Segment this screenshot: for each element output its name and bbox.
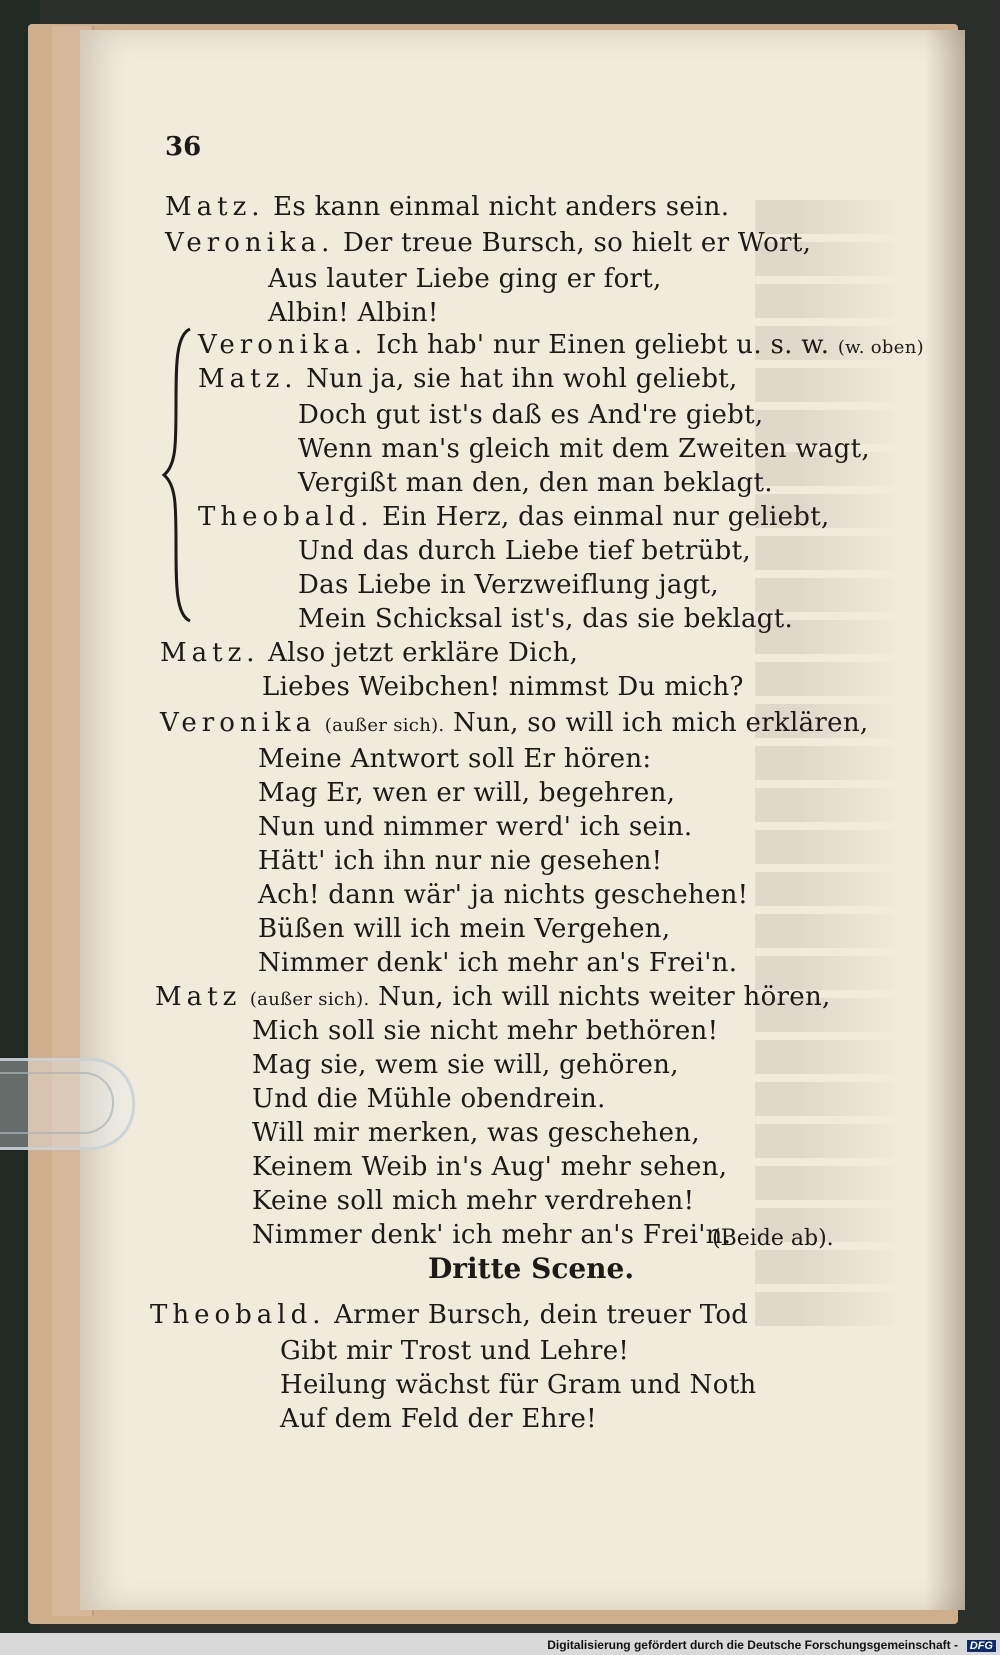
speaker-name: Matz. (160, 638, 260, 668)
verse-text: Und das durch Liebe tief betrübt, (298, 536, 751, 566)
verse-line (258, 778, 675, 808)
verse-text: Ach! dann wär' ja nichts geschehen! (258, 880, 749, 910)
verse-text: Albin! Albin! (268, 298, 439, 328)
verse-text: Also jetzt erkläre Dich, (268, 638, 579, 668)
verse-line (198, 502, 830, 532)
verse-line (258, 846, 662, 876)
speaker-name: Matz. (165, 192, 265, 222)
verse-text: Ein Herz, das einmal nur geliebt, (382, 502, 830, 532)
speaker-name: Veronika. (198, 330, 368, 360)
verse-text: Nun, ich will nichts weiter hören, (378, 982, 831, 1012)
verse-line (252, 1050, 679, 1080)
scene-title: Dritte Scene. (428, 1252, 635, 1285)
verse-text: Will mir merken, was geschehen, (252, 1118, 700, 1148)
verse-line (298, 570, 719, 600)
verse-text: Liebes Weibchen! nimmst Du mich? (262, 672, 744, 702)
verse-line (160, 708, 868, 738)
verse-line (298, 434, 870, 464)
verse-text: Es kann einmal nicht anders sein. (273, 192, 730, 222)
verse-text: Nimmer denk' ich mehr an's Frei'n. (252, 1220, 732, 1250)
verse-text: Büßen will ich mein Vergehen, (258, 914, 671, 944)
verse-line (280, 1404, 597, 1434)
verse-line (160, 638, 578, 668)
stage-note: (außer sich). (249, 989, 370, 1010)
verse-text: Nun ja, sie hat ihn wohl geliebt, (306, 364, 738, 394)
verse-text: Das Liebe in Verzweiflung jagt, (298, 570, 719, 600)
verse-line (258, 948, 737, 978)
verse-line (280, 1336, 629, 1366)
verse-line (298, 468, 773, 498)
dfg-logo: DFG (967, 1640, 996, 1652)
page-clip-inner (0, 1072, 114, 1134)
verse-text: Mag Er, wen er will, begehren, (258, 778, 676, 808)
verse-line (262, 672, 744, 702)
verse-text: Doch gut ist's daß es And're giebt, (298, 400, 764, 430)
footer-credit: Digitalisierung gefördert durch die Deutsche Forschungsgemeinschaft - (547, 1638, 958, 1652)
stage-direction: (Beide ab). (712, 1226, 834, 1251)
verse-text: Armer Bursch, dein treuer Tod (334, 1300, 749, 1330)
verse-text: Auf dem Feld der Ehre! (280, 1404, 597, 1434)
verse-line (198, 364, 738, 394)
footer-bar (0, 1633, 1000, 1655)
verse-line (268, 264, 662, 294)
verse-text: Keine soll mich mehr verdrehen! (252, 1186, 695, 1216)
verse-text: Ich hab' nur Einen geliebt u. s. w. (376, 330, 830, 360)
speaker-name: Matz. (198, 364, 298, 394)
verse-line (258, 914, 670, 944)
verse-line (252, 1152, 727, 1182)
speaker-name: Veronika (160, 708, 317, 738)
verse-line (280, 1370, 756, 1400)
speaker-name: Theobald. (150, 1300, 326, 1330)
verse-text: Der treue Bursch, so hielt er Wort, (343, 228, 812, 258)
verse-line (252, 1016, 718, 1046)
verse-line (298, 604, 793, 634)
verse-text: Mein Schicksal ist's, das sie beklagt. (298, 604, 794, 634)
verse-text: Vergißt man den, den man beklagt. (298, 468, 773, 498)
speaker-name: Veronika. (165, 228, 335, 258)
verse-line (155, 982, 831, 1012)
verse-text: Heilung wächst für Gram und Noth (280, 1370, 757, 1400)
verse-text: Gibt mir Trost und Lehre! (280, 1336, 630, 1366)
verse-text: Wenn man's gleich mit dem Zweiten wagt, (298, 434, 870, 464)
speaker-name: Theobald. (198, 502, 374, 532)
speaker-name: Matz (155, 982, 242, 1012)
verse-line (258, 880, 748, 910)
show-through-text (755, 200, 905, 1370)
verse-text: Meine Antwort soll Er hören: (258, 744, 652, 774)
verse-line (150, 1300, 748, 1330)
verse-text: Mag sie, wem sie will, gehören, (252, 1050, 679, 1080)
verse-line (268, 298, 439, 328)
verse-line (252, 1220, 731, 1250)
verse-line (198, 330, 924, 360)
verse-text: Nun und nimmer werd' ich sein. (258, 812, 693, 842)
stage-note: (w. oben) (837, 337, 924, 358)
verse-text: Keinem Weib in's Aug' mehr sehen, (252, 1152, 728, 1182)
verse-line (258, 812, 692, 842)
verse-line (298, 536, 751, 566)
verse-line (252, 1186, 694, 1216)
page-gutter-shadow (925, 30, 965, 1610)
verse-line (252, 1084, 606, 1114)
verse-line (298, 400, 763, 430)
stage-note: (außer sich). (324, 715, 445, 736)
curly-brace (158, 325, 198, 625)
verse-text: Hätt' ich ihn nur nie gesehen! (258, 846, 663, 876)
verse-line (165, 228, 811, 258)
verse-text: Nimmer denk' ich mehr an's Frei'n. (258, 948, 738, 978)
verse-text: Und die Mühle obendrein. (252, 1084, 606, 1114)
verse-line (252, 1118, 700, 1148)
verse-line (258, 744, 651, 774)
page-number: 36 (165, 132, 202, 162)
verse-text: Nun, so will ich mich erklären, (453, 708, 869, 738)
verse-text: Aus lauter Liebe ging er fort, (268, 264, 662, 294)
verse-text: Mich soll sie nicht mehr bethören! (252, 1016, 719, 1046)
verse-line (165, 192, 729, 222)
